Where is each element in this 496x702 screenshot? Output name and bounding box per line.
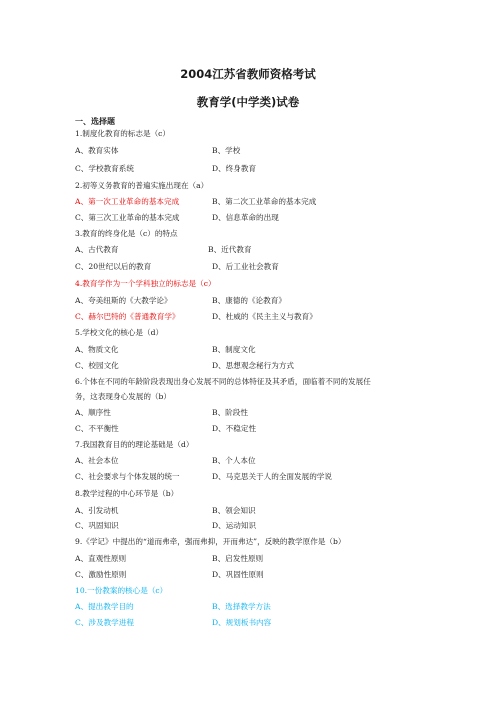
option-a: A、提出教学目的 [75,602,134,611]
option-b: B、康德的《论教育》 [212,296,286,305]
option-d: D、思想观念秘行为方式 [212,361,295,370]
question-5: 5.学校文化的核心是（d） [75,328,164,337]
option-b: B、领会知识 [212,506,256,515]
question-9: 9.《学记》中提出的“道而弗牵，强而弗抑，开而弗达”，反映的教学原作是（b） [75,537,346,546]
option-d: D、终身教育 [212,164,257,173]
question-4: 4.教育学作为一个学科独立的标志是（c） [75,279,216,288]
option-d: D、巩固性原则 [212,570,264,579]
question-6: 6.个体在不同的年龄阶段表现出身心发展不同的总体特征及其矛盾，面临着不同的发展任 [75,377,371,386]
option-b: B、阶段性 [212,408,248,417]
question-2: 2.初等义务教育的普遍实施出现在（a） [75,181,209,190]
option-a: A、物质文化 [75,345,119,354]
option-b: B、制度文化 [212,345,256,354]
option-d: D、后工业社会教育 [212,262,279,271]
option-c: C、赫尔巴特的《普通教育学》 [75,312,180,321]
option-a: A、直观性原则 [75,554,127,563]
option-d: D、信息革命的出现 [212,213,279,222]
option-b: B、学校 [212,146,241,155]
option-d: D、运动知识 [212,521,257,530]
option-b: B、启发性原则 [212,554,264,563]
option-c: C、社会要求与个体发展的统一 [75,472,180,481]
question-8: 8.教学过程的中心环节是（b） [75,489,179,498]
option-c: C、巩固知识 [75,521,119,530]
question-10: 10.一份教案的核心是（c） [75,586,168,595]
option-c: C、校园文化 [75,361,119,370]
option-b: B、近代教育 [208,245,252,254]
option-d: D、杜威的《民主主义与教育》 [212,312,317,321]
option-b: B、第二次工业革命的基本完成 [212,197,317,206]
option-c: C、涉及教学进程 [75,618,134,627]
option-c: C、20世纪以后的教育 [75,262,152,271]
option-d: D、马克思关于人的全面发展的学说 [212,472,332,481]
option-a: A、顺序性 [75,408,111,417]
option-b: B、选择教学方法 [212,602,271,611]
section-heading: 一、选择题 [75,117,115,126]
option-d: D、规划板书内容 [212,618,272,627]
document-title: 2004江苏省教师资格考试 [180,67,316,81]
document-subtitle: 教育学(中学类)试卷 [196,95,300,109]
question-6-continued: 务，这表现身心发展的（b） [75,392,171,401]
option-c: C、不平衡性 [75,424,119,433]
option-b: B、个人本位 [212,456,256,465]
option-c: C、激励性原则 [75,570,127,579]
option-a: A、教育实体 [75,146,119,155]
option-d: D、不稳定性 [212,424,257,433]
option-a: A、社会本位 [75,456,119,465]
option-c: C、学校教育系统 [75,164,134,173]
question-3: 3.教育的终身化是（c）的特点 [75,229,178,238]
option-a: A、第一次工业革命的基本完成 [75,197,180,206]
option-a: A、古代教育 [75,245,119,254]
question-1: 1.制度化教育的标志是（c） [75,129,171,138]
question-7: 7.我国教育目的的理论基础是（d） [75,440,194,449]
option-a: A、夸美纽斯的《大教学论》 [75,296,172,305]
option-a: A、引发动机 [75,506,119,515]
option-c: C、第三次工业革命的基本完成 [75,213,180,222]
